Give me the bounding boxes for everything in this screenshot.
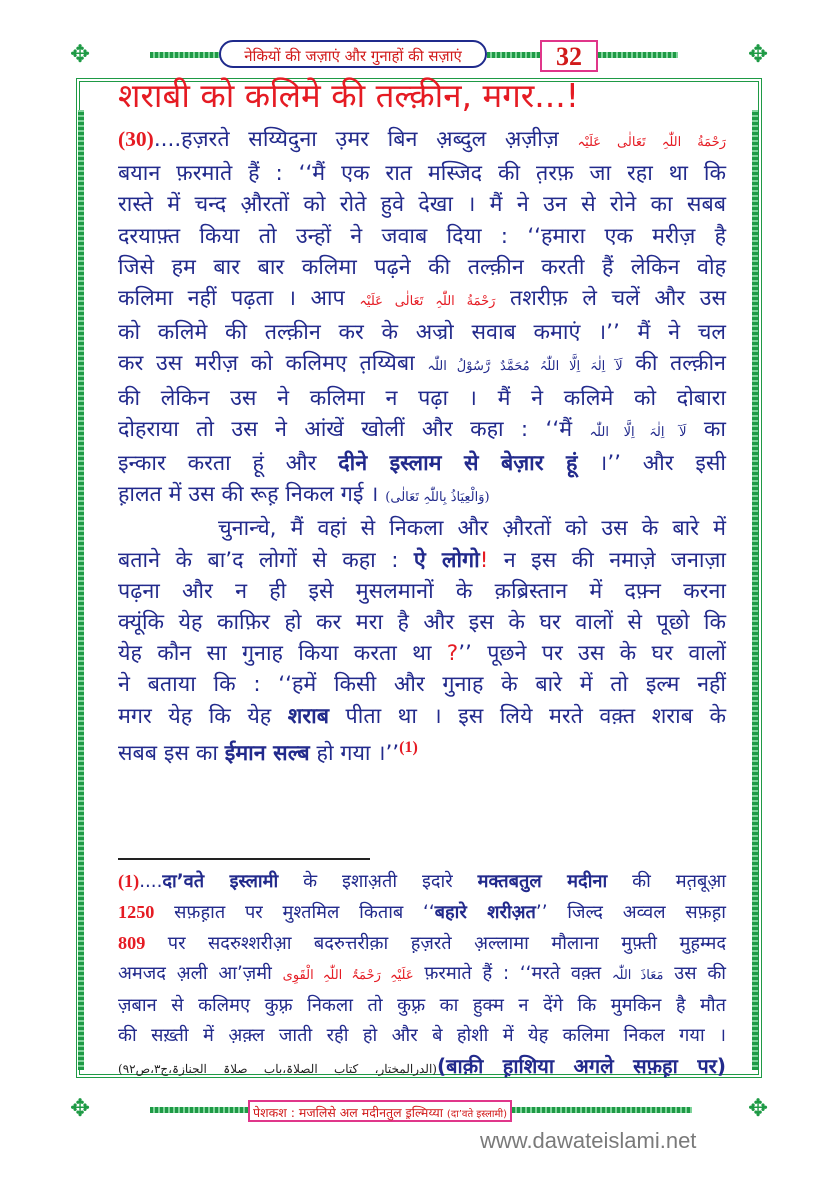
arabic-honorific: رَحْمَةُ اللّٰہِ تَعَالٰی عَلَیْہ — [577, 135, 727, 150]
article-body — [118, 124, 726, 769]
body-line: रास्ते में चन्द औ़रतों को रोते हुवे देखा । मैं ने उन से रोने का सबब — [118, 192, 726, 218]
book-title: नेकियों की जज़ाएं और गुनाहों की सज़ाएं — [219, 40, 487, 68]
body-line: दरयाफ़्त किया तो उन्हों ने जवाब दिया : ‘‘हमारा एक मरीज़ है — [118, 223, 726, 249]
body-line: ने बताया कि : ‘‘हमें किसी और गुनाह के बारे में तो इल्म नहीं — [118, 672, 726, 698]
top-border-bar-mid — [487, 52, 540, 58]
body-line: येह कौन सा गुनाह किया करता था ?’’ पूछने पर उस के घर वालों — [118, 641, 726, 667]
footnote-line: 809 पर सदरुश्शरीआ़ बदरुत्तरीक़ा ह़ज़रते अ़ल्लामा मौलाना मुफ़्ती मुह़म्मद — [118, 933, 726, 954]
body-line: बताने के बा’द लोगों से कहा : ऐ लोगो! न इस की नमाज़े जनाज़ा — [118, 547, 726, 573]
footnote — [118, 866, 726, 1084]
body-line: कर उस मरीज़ को कलिमए त़य्यिबा لَآ اِلٰہَ اِلَّا اللّٰہُ مُحَمَّدٌ رَّسُوْلُ اللّٰہ की तल्क़ीन — [118, 351, 726, 377]
footnote-line: (1)....दा’वते इस्लामी के इशाअ़ती इदारे मक्तबतुल मदीना की मत़बूआ़ — [118, 871, 726, 892]
footnote-marker: (1) — [118, 871, 140, 891]
body-line: को कलिमे की तल्क़ीन कर के अज्रो सवाब कमाएं ।’’ मैं ने चल — [118, 320, 726, 346]
corner-ornament-icon: ✥ — [747, 1094, 769, 1122]
body-line: बयान फ़रमाते हैं : ‘‘मैं एक रात मस्जिद की त़रफ़ जा रहा था कि — [118, 161, 726, 187]
body-line: (30)....हज़रते सय्यिदुना उ़मर बिन अ़ब्दुल अ़ज़ीज़ رَحْمَةُ اللّٰہِ تَعَالٰی عَلَیْہ — [118, 127, 727, 152]
footnote-separator — [118, 858, 370, 860]
body-line: कलिमा नहीं पढ़ता । आप رَحْمَةُ اللّٰہِ تَعَالٰی عَلَیْہ तशरीफ़ ले चलें और उस — [118, 286, 727, 312]
footnote-line: 1250 सफ़ह़ात पर मुश्तमिल किताब ‘‘बहारे शरीअ़त’’ जिल्द अव्वल सफ़ह़ा — [118, 902, 726, 923]
corner-ornament-icon: ✥ — [69, 40, 91, 68]
arabic-kalima: لَآ اِلٰہَ اِلَّا اللّٰہُ مُحَمَّدٌ رَّسُوْلُ اللّٰہ — [427, 359, 623, 375]
arabic-phrase: (وَالْعِیَاذُ بِاللّٰہِ تَعَالٰی) — [385, 490, 490, 506]
continued-note: (बाक़ी ह़ाशिया अगले सफ़ह़ा पर) — [436, 1054, 726, 1078]
arabic-honorific: عَلَیْہِ رَحْمَۃُ اللّٰہِ الْقَوِی — [282, 968, 414, 983]
bottom-border-bar-right — [512, 1107, 692, 1113]
top-border-bar-left — [150, 52, 220, 58]
body-line: पढ़ना और न ही इसे मुसलमानों के क़ब्रिस्तान में दफ़्न करना — [118, 578, 726, 604]
footnote-line: ज़बान से कलिमए कुफ़्र निकला तो कुफ़्र का हुक्म न देंगे कि मुमकिन है मौत — [118, 995, 726, 1016]
body-line: मगर येह कि येह शराब पीता था । इस लिये मरते वक़्त शराब के — [118, 703, 726, 729]
page-number: 32 — [540, 40, 598, 72]
arabic-honorific: رَحْمَةُ اللّٰہِ تَعَالٰی عَلَیْہ — [359, 294, 496, 310]
website-link[interactable]: www.dawateislami.net — [480, 1128, 697, 1153]
footnote-line: की सख़्ती में अ़क़्ल जाती रही हो और बे होशी में येह कलिमा निकल गया । — [118, 1025, 726, 1046]
body-line: की लेकिन उस ने कलिमा न पढ़ा । मैं ने कलिमे को दोबारा — [118, 385, 726, 411]
story-number: (30) — [118, 127, 154, 151]
corner-ornament-icon: ✥ — [747, 40, 769, 68]
body-line: जिसे हम बार बार कलिमा पढ़ने की तल्क़ीन करती हैं लेकिन वोह — [118, 254, 726, 280]
right-border-bar — [752, 110, 758, 1070]
corner-ornament-icon: ✥ — [69, 1094, 91, 1122]
body-line: क्यूंकि येह काफ़िर हो कर मरा है और इस के घर वालों से पूछो कि — [118, 610, 726, 636]
arabic-phrase: مَعَاذَ اللّٰہ — [611, 968, 664, 983]
top-border-bar-right — [598, 52, 678, 58]
presented-by: पेशकश : मजलिसे अल मदीनतुल इ़ल्मिय्या (दा’वते इस्लामी) — [248, 1100, 512, 1122]
body-line: सबब इस का ईमान सल्ब हो गया ।’’$^{(1)}$ — [118, 738, 418, 767]
footnote-line: अमजद अ़ली आ’ज़मी عَلَیْہِ رَحْمَۃُ اللّٰہِ الْقَوِی फ़रमाते हैं : ‘‘मरते वक़्त مَعَاذَ اللّٰہ उस की — [118, 963, 726, 984]
left-border-bar — [78, 110, 84, 1070]
body-line: इन्कार करता हूं और दीने इस्लाम से बेज़ार हूं ।’’ और इसी — [118, 451, 727, 477]
body-line: चुनान्चे, मैं वहां से निकला और औ़रतों को उस के बारे में — [218, 516, 726, 542]
article-title: शराबी को कलिमे की तल्क़ीन, मगर...! — [118, 76, 580, 115]
arabic-kalima: لَآ اِلٰہَ اِلَّا اللّٰہ — [589, 424, 687, 440]
bottom-border-bar-left — [150, 1107, 248, 1113]
body-line: ह़ालत में उस की रूह़ निकल गई । (وَالْعِیَاذُ بِاللّٰہِ تَعَالٰی) — [118, 482, 490, 508]
footnote-line — [118, 1051, 726, 1084]
body-line: दोहराया तो उस ने आंखें खोलीं और कहा : ‘‘मैं لَآ اِلٰہَ اِلَّا اللّٰہ का — [118, 416, 726, 442]
footnote-reference[interactable]: (1) — [399, 738, 418, 756]
arabic-reference: (الدرالمختار، کتاب الصلاۃ،باب صلاۃ الجنازۃ،ج۳،ص۹۲) — [118, 1062, 437, 1076]
